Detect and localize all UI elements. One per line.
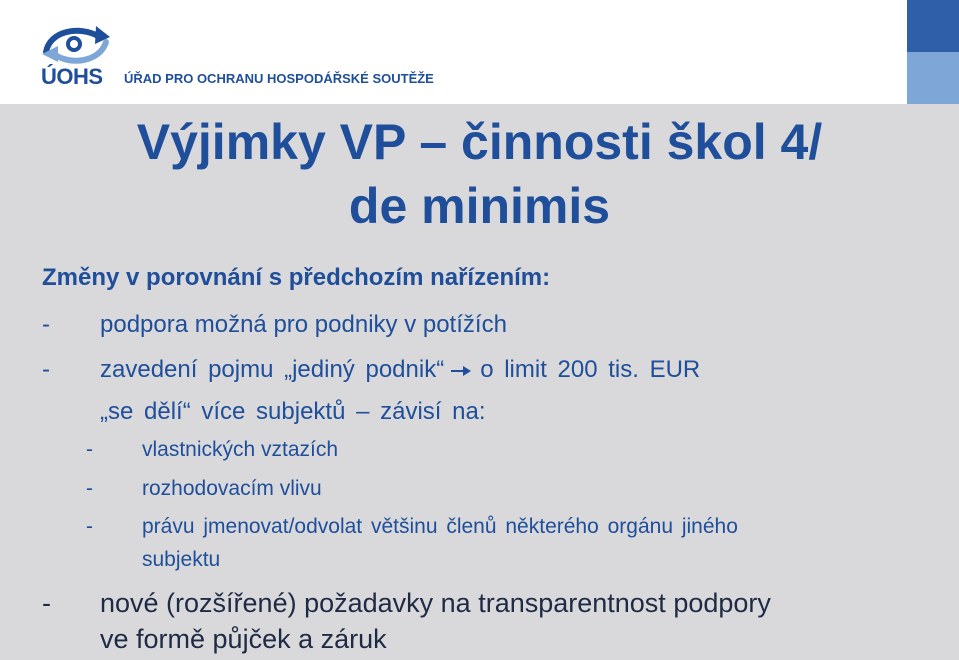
bullet-text-part: zavedení pojmu „jediný podnik“ — [100, 356, 445, 383]
bullet-dash: - — [42, 588, 51, 618]
sub-bullet-text: rozhodovacím vlivu — [142, 477, 322, 500]
arrow-right-icon — [450, 364, 472, 378]
bullet-continuation: ve formě půjček a záruk — [100, 624, 387, 654]
bullet-dash: - — [42, 356, 50, 383]
sub-bullet-continuation: subjektu — [142, 548, 221, 571]
sub-bullet-text: vlastnických vztazích — [142, 438, 339, 461]
slide-title-line-1: Výjimky VP – činnosti škol 4/ — [136, 114, 823, 170]
bullet-text: nové (rozšířené) požadavky na transparentnost podpory — [100, 588, 771, 618]
slide-subtitle: Změny v porovnání s předchozím nařízením: — [42, 264, 551, 291]
sub-bullet-dash: - — [86, 477, 93, 500]
sub-bullet-dash: - — [86, 438, 93, 461]
logo-abbreviation: ÚOHS — [41, 64, 103, 89]
sub-bullet-text: právu jmenovat/odvolat většinu členů některého orgánu jiného — [142, 515, 738, 538]
bullet-text — [100, 356, 700, 384]
bullet-continuation: „se dělí“ více subjektů – závisí na: — [100, 398, 486, 425]
bullet-text-part: o limit 200 tis. EUR — [480, 356, 701, 383]
logo-full-name: ÚŘAD PRO OCHRANU HOSPODÁŘSKÉ SOUTĚŽE — [124, 71, 434, 86]
bullet-dash: - — [42, 311, 50, 338]
slide-title-line-2: de minimis — [348, 178, 611, 234]
sub-bullet-dash: - — [86, 515, 93, 538]
bullet-text: podpora možná pro podniky v potížích — [100, 311, 507, 338]
